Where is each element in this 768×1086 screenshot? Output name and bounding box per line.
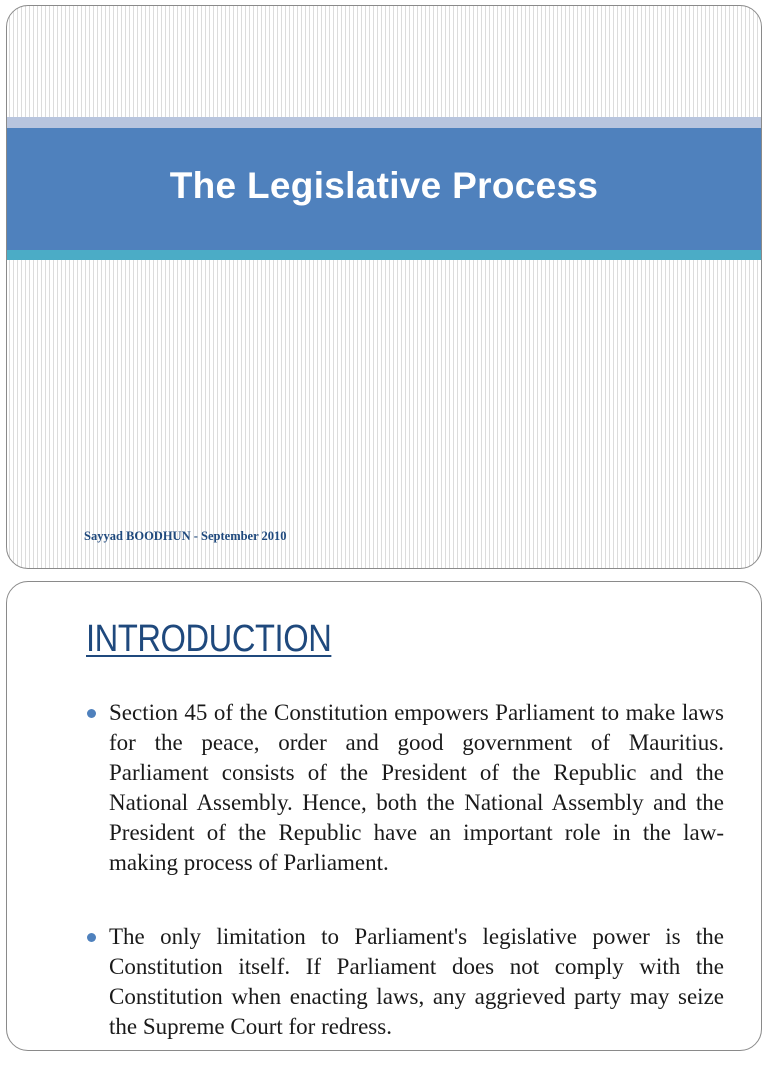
section-heading: INTRODUCTION	[86, 618, 332, 660]
title-band-bottom-stripe	[7, 250, 761, 260]
bullet-dot-icon	[87, 933, 96, 942]
slide-title: The Legislative Process	[169, 165, 599, 206]
bullet-item	[86, 922, 724, 1042]
bullet-text: Section 45 of the Constitution empowers Parliament to make laws for the peace, order and good government of Mauritius. Parliament consists of the President of the Republic and the National Assembly. Hence, both the National Assembly and the President of the Republic have an important role in the law-making process of Parliament.	[109, 700, 724, 875]
title-slide	[6, 5, 762, 569]
bullet-list	[86, 698, 724, 1086]
bullet-text: The only limitation to Parliament's legislative power is the Constitution itself. If Parliament does not comply with the Constitution when enacting laws, any aggrieved party may seize the Supreme Court for redress.	[109, 924, 724, 1039]
slide-footer-author-date: Sayyad BOODHUN - September 2010	[84, 529, 287, 543]
title-band-top-stripe	[7, 117, 761, 128]
bullet-item	[86, 698, 724, 878]
introduction-slide	[6, 581, 762, 1051]
bullet-dot-icon	[87, 709, 96, 718]
title-band	[7, 128, 761, 250]
